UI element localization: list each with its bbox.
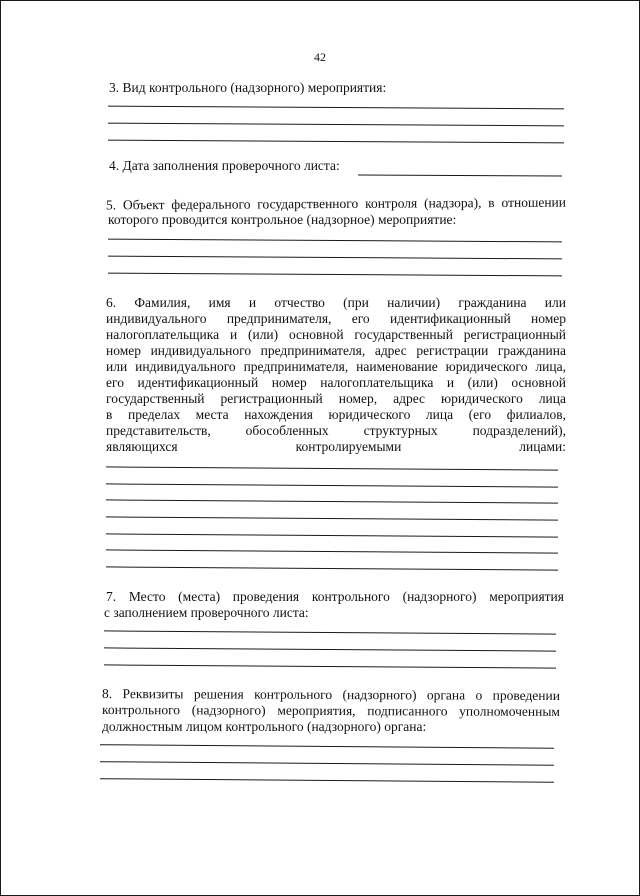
section-6-line: представительств, обособленных структурных подразделений), bbox=[106, 423, 566, 438]
section-6-line: или индивидуального предпринимателя, наименование юридического лица, bbox=[106, 359, 566, 374]
section-6-line: его идентификационный номер налогоплательщика и (или) основной bbox=[106, 375, 566, 390]
section-8-line: должностным лицом контрольного (надзорного) органа: bbox=[102, 719, 427, 734]
section-6-line: индивидуального предпринимателя, его идентификационный номер bbox=[106, 311, 566, 326]
section-6-line: государственный регистрационный номер, адрес юридического лица bbox=[106, 391, 566, 406]
section-6-line: в пределах места нахождения юридического лица (его филиалов, bbox=[106, 407, 566, 422]
section-8-line: 8. Реквизиты решения контрольного (надзорного) органа о проведении bbox=[101, 686, 561, 703]
section-3-title: 3. Вид контрольного (надзорного) мероприятия: bbox=[109, 80, 387, 95]
section-5-line: 5. Объект федерального государственного контроля (надзора), в отношении bbox=[105, 194, 567, 213]
page-number: 42 bbox=[314, 50, 326, 64]
section-6-line: 6. Фамилия, имя и отчество (при наличии) гражданина или bbox=[106, 295, 566, 310]
section-7-line: с заполнением проверочного листа: bbox=[104, 605, 309, 620]
section-4-title: 4. Дата заполнения проверочного листа: bbox=[109, 158, 340, 173]
section-6-line: являющихся контролируемыми лицами: bbox=[106, 439, 566, 454]
section-6-line: налогоплательщика и (или) основной государственный регистрационный bbox=[106, 327, 566, 342]
section-6-line: номер индивидуального предпринимателя, адрес регистрации гражданина bbox=[106, 343, 566, 358]
section-8-line: контрольного (надзорного) мероприятия, подписанного уполномоченным bbox=[101, 702, 561, 719]
section-7-line: 7. Место (места) проведения контрольного (надзорного) мероприятия bbox=[106, 589, 564, 604]
section-5-line: которого проводится контрольное (надзорное) мероприятие: bbox=[108, 212, 457, 227]
